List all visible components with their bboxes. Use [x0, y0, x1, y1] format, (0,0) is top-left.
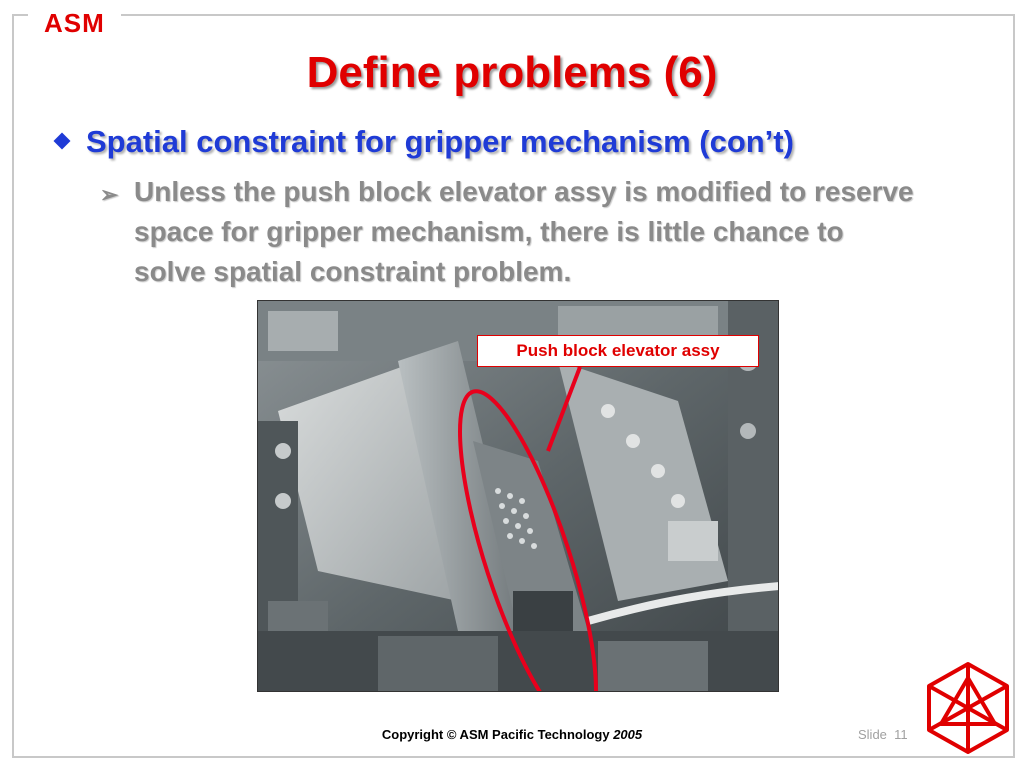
brand-label: ASM	[28, 8, 121, 39]
asm-logo-icon	[925, 660, 1011, 756]
slide-number-value: 11	[894, 727, 908, 742]
slide-label: Slide	[858, 727, 887, 742]
diamond-bullet-icon	[54, 133, 71, 150]
copyright-text: Copyright © ASM Pacific Technology	[381, 727, 610, 742]
main-bullet	[56, 124, 996, 160]
slide-number	[858, 727, 908, 742]
main-bullet-text: Spatial constraint for gripper mechanism (con’t)	[86, 124, 794, 159]
arrow-bullet-icon: ➢	[100, 182, 119, 207]
copyright-year: 2005	[613, 727, 643, 742]
photo-callout-label: Push block elevator assy	[477, 335, 759, 367]
sub-bullet	[100, 172, 920, 292]
sub-bullet-text: Unless the push block elevator assy is modified to reserve space for gripper mechanism, there is little chance to solve spatial constraint problem.	[134, 176, 914, 287]
slide-title: Define problems (6)	[306, 48, 718, 97]
